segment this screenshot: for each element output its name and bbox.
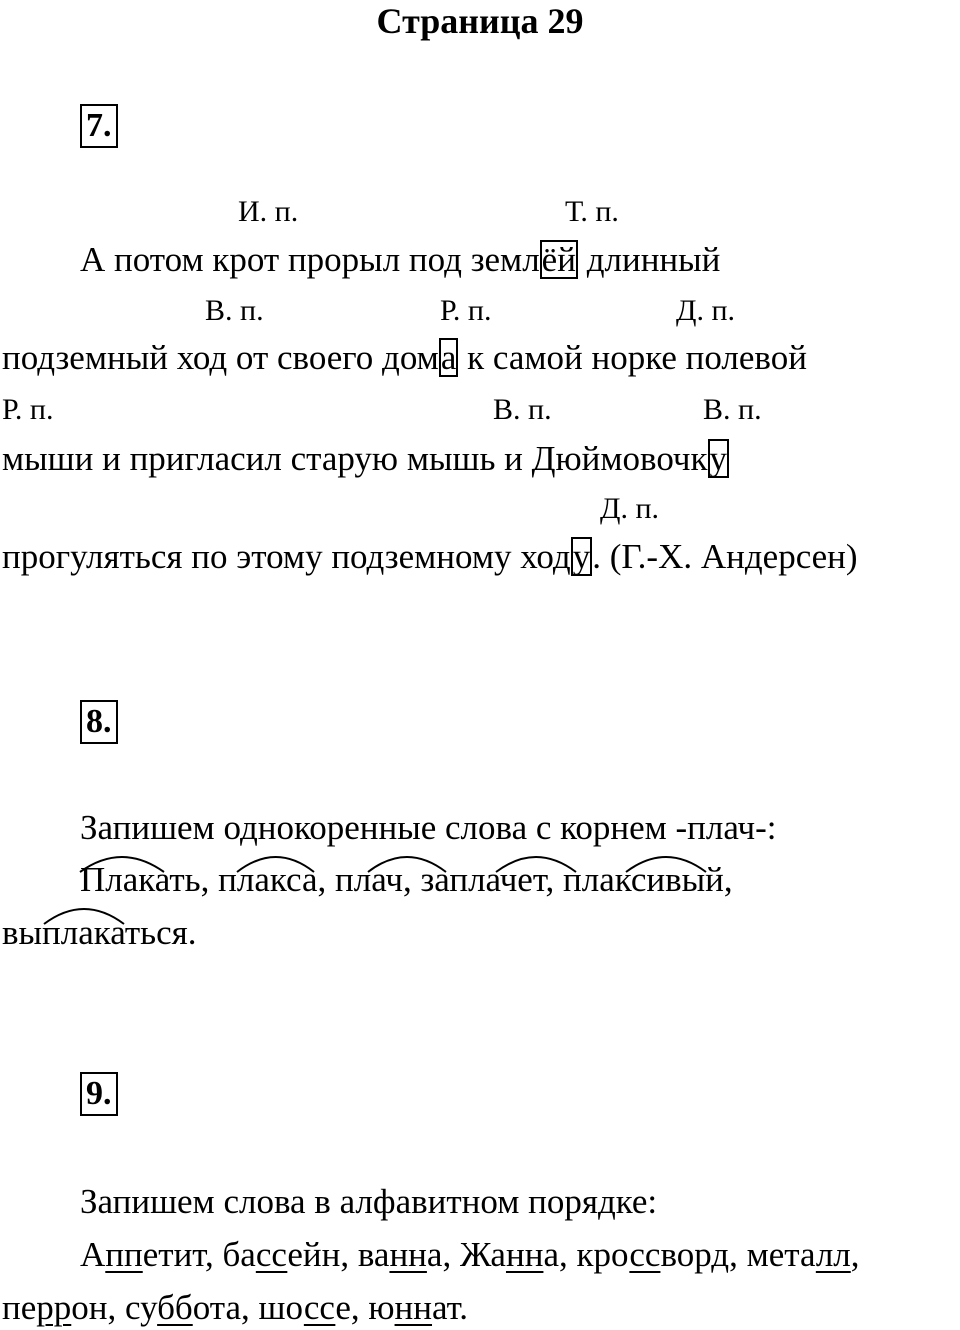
ending-box: ёй: [541, 240, 576, 279]
text: мыши и пригласил старую мышь и Дюймовочк: [2, 439, 708, 478]
ending-box: а: [440, 338, 457, 377]
word: за: [411, 860, 450, 899]
case-label: И. п.: [238, 195, 299, 228]
case-label: Д. п.: [676, 294, 736, 327]
double-consonant: сс: [303, 1288, 336, 1327]
ex9-intro: Запишем слова в алфавитном порядке:: [80, 1182, 658, 1221]
ex9-words-line-2: [2, 1288, 468, 1328]
double-consonant: нн: [389, 1235, 427, 1274]
double-consonant: сс: [629, 1235, 661, 1274]
text: прогуляться по этому подземному ход: [2, 537, 571, 576]
double-consonant: сс: [255, 1235, 288, 1274]
ex7-line-2: [2, 338, 807, 378]
double-consonant: бб: [157, 1288, 193, 1327]
text: А потом крот прорыл под земл: [80, 240, 540, 279]
ex7-line-4: [2, 537, 858, 577]
word: Плакать,: [80, 860, 210, 899]
case-label: В. п.: [205, 294, 264, 327]
text: е, ю: [335, 1288, 395, 1327]
ending-box: у: [572, 537, 591, 576]
word: плаксивый,: [554, 860, 733, 899]
word: плач,: [326, 860, 412, 899]
word: вы: [2, 913, 43, 952]
ex8-intro: Запишем однокоренные слова с корнем -плач-:: [80, 808, 777, 847]
text: А: [80, 1235, 106, 1274]
exercise-8-number: 8.: [80, 700, 118, 744]
text: а, Жа: [426, 1235, 506, 1274]
word: плакса,: [209, 860, 327, 899]
page-title: Страница 29: [376, 1, 584, 41]
text: ,: [850, 1235, 860, 1274]
text: а, кро: [543, 1235, 630, 1274]
case-label: В. п.: [703, 393, 762, 426]
text: ейн, ва: [287, 1235, 390, 1274]
double-consonant: лл: [815, 1235, 851, 1274]
exercise-7-number: 7.: [80, 104, 118, 148]
ex8-words-line-1: [80, 860, 733, 900]
text: ат.: [432, 1288, 469, 1327]
double-consonant: пп: [105, 1235, 143, 1274]
case-label: Р. п.: [440, 294, 492, 327]
text: ота, шо: [192, 1288, 304, 1327]
double-consonant: рр: [36, 1288, 72, 1327]
ending-box: у: [709, 439, 728, 478]
case-label: Т. п.: [565, 195, 619, 228]
ex9-words-line-1: [80, 1235, 860, 1275]
case-label: Р. п.: [2, 393, 54, 426]
word: плачет,: [449, 860, 555, 899]
text: . (Г.-Х. Андерсен): [592, 537, 858, 576]
double-consonant: нн: [394, 1288, 433, 1327]
case-label: В. п.: [493, 393, 552, 426]
ex7-line-3: [2, 439, 729, 479]
text: ворд, мета: [660, 1235, 816, 1274]
text: пе: [2, 1288, 37, 1327]
text: подземный ход от своего дом: [2, 338, 439, 377]
word: плакаться.: [42, 913, 197, 952]
text: он, су: [71, 1288, 158, 1327]
ex7-line-1: [80, 240, 720, 280]
text: етит, ба: [142, 1235, 256, 1274]
text: длинный: [577, 240, 721, 279]
text: к самой норке полевой: [458, 338, 807, 377]
exercise-9-number: 9.: [80, 1072, 118, 1116]
case-label: Д. п.: [600, 492, 660, 525]
double-consonant: нн: [505, 1235, 544, 1274]
ex8-words-line-2: [2, 913, 197, 953]
